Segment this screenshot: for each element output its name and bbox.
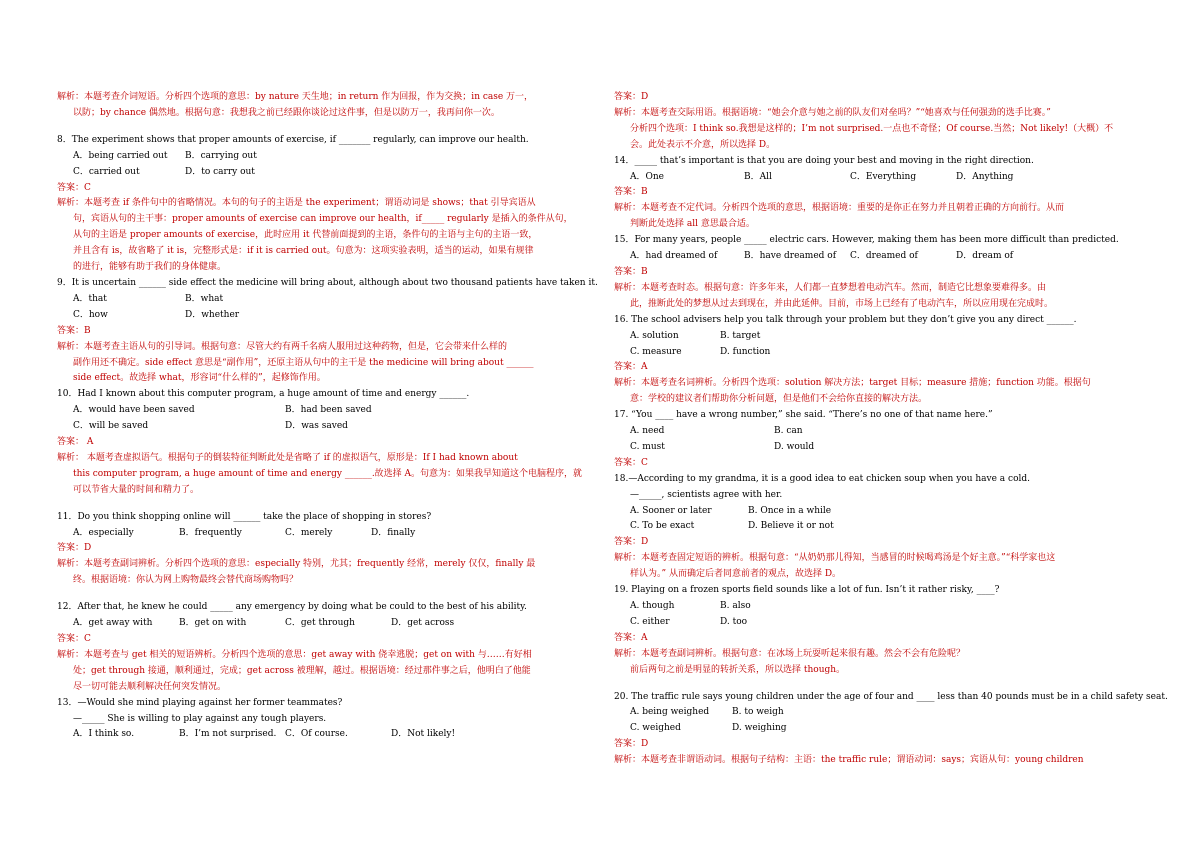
option-row bbox=[614, 424, 1142, 440]
explanation-line: this computer program, a huge amount of time and energy ______.故选择 A。句意为：如果我早知道这个电脑程序，就 bbox=[73, 468, 583, 479]
explanation-line: 样认为。” 从而确定后者同意前者的观点，故选择 D。 bbox=[630, 569, 842, 580]
option: D．finally bbox=[371, 527, 416, 538]
option: D. too bbox=[720, 616, 748, 627]
option: C．will be saved bbox=[73, 421, 149, 432]
answer-line: 答案：D bbox=[614, 537, 649, 548]
option: A．One bbox=[630, 171, 665, 182]
option-row bbox=[614, 519, 1142, 535]
option: A．I think so. bbox=[73, 729, 135, 740]
option-row bbox=[614, 705, 1142, 721]
explanation bbox=[614, 647, 1142, 679]
option: A. though bbox=[630, 601, 675, 611]
explanation bbox=[614, 753, 1142, 769]
explanation-line: 终。根据语境：你认为网上购物最终会替代商场购物吗？ bbox=[73, 575, 299, 586]
option-row bbox=[614, 345, 1142, 361]
option: D．was saved bbox=[285, 421, 348, 432]
answer-line: 答案：D bbox=[614, 92, 649, 102]
option-row bbox=[57, 727, 585, 743]
option: D．Anything bbox=[956, 171, 1014, 182]
option: B. target bbox=[720, 330, 761, 341]
explanation-line: 处；get through 接通，顺利通过，完成；get across 被理解，越过。根据语境：经过那件事之后，他明白了他能 bbox=[73, 665, 531, 676]
option: C．Everything bbox=[850, 171, 917, 182]
explanation-line: 句，宾语从句的主干事：proper amounts of exercise can improve our health，if_____ regularly 是插入的条件从句， bbox=[73, 214, 573, 225]
explanation-line: 会。此处表示不介意，所以选择 D。 bbox=[630, 139, 776, 150]
spacer bbox=[57, 122, 585, 133]
answer-line: 答案：D bbox=[57, 543, 92, 554]
explanation bbox=[57, 340, 585, 388]
spacer bbox=[614, 679, 1142, 690]
option: B．carrying out bbox=[185, 150, 257, 161]
left-column bbox=[57, 90, 598, 743]
option-row bbox=[614, 249, 1142, 265]
option: C．dreamed of bbox=[850, 251, 918, 262]
answer-line: 答案： A bbox=[57, 437, 94, 448]
option: C．carried out bbox=[73, 166, 140, 177]
option: B．All bbox=[744, 171, 772, 182]
explanation-line: 尽一切可能去顺利解决任何突发情况。 bbox=[73, 681, 227, 692]
question-stem: 20. The traffic rule says young children under the age of four and ____ less than 40 pounds must be in a child safety seat. bbox=[614, 691, 1168, 702]
explanation-line: 解析：本题考查介词短语。分析四个选项的意思：by nature 天生地；in return 作为回报，作为交换；in case 万一， bbox=[57, 92, 534, 102]
question-stem: 10．Had I known about this computer program, a huge amount of time and energy ______. bbox=[57, 389, 470, 400]
explanation-line: 解析：本题考查副词辨析。分析四个选项的意思：especially 特别，尤其；frequently 经常，merely 仅仅，finally 最 bbox=[57, 559, 536, 570]
question-stem: 16. The school advisers help you talk through your problem but they don’t give you any direct ______. bbox=[614, 314, 1077, 325]
option-row bbox=[57, 308, 585, 324]
option: A．had dreamed of bbox=[630, 251, 718, 262]
option-row bbox=[614, 504, 1142, 520]
question-stem: 17. “You ____ have a wrong number,” she said. “There’s no one of that name here.” bbox=[614, 410, 993, 421]
option: A．that bbox=[73, 293, 107, 304]
option: D．to carry out bbox=[185, 166, 255, 177]
option: D．whether bbox=[185, 309, 240, 320]
option: A. Sooner or later bbox=[630, 505, 712, 516]
option: A．especially bbox=[73, 527, 134, 538]
explanation bbox=[614, 106, 1142, 154]
option: B. can bbox=[774, 426, 803, 437]
option: C．Of course. bbox=[285, 729, 348, 740]
option: A．would have been saved bbox=[73, 405, 195, 416]
option: C. either bbox=[630, 616, 670, 627]
explanation bbox=[614, 281, 1142, 313]
option: C．how bbox=[73, 309, 108, 320]
explanation-line: 解析： 本题考查虚拟语气。根据句子的倒装特征判断此处是省略了 if 的虚拟语气，原形是：If I had known about bbox=[57, 452, 518, 463]
explanation-line: 前后两句之前是明显的转折关系，所以选择 though。 bbox=[630, 664, 846, 675]
option-row bbox=[614, 170, 1142, 186]
question-stem: 12．After that, he knew he could _____ any emergency by doing what be could to the best of his ability. bbox=[57, 602, 527, 613]
option: D. would bbox=[774, 441, 815, 452]
question-stem: 8．The experiment shows that proper amounts of exercise, if _______ regularly, can improve our health. bbox=[57, 134, 529, 145]
answer-line: 答案：D bbox=[614, 739, 649, 750]
option-row bbox=[614, 599, 1142, 615]
answer-line: 答案：C bbox=[614, 457, 648, 468]
spacer bbox=[57, 499, 585, 510]
explanation-line: 分析四个选项：I think so.我想是这样的；I’m not surprised.一点也不奇怪；Of course.当然；Not likely!（大概）不 bbox=[630, 123, 1114, 134]
option-row bbox=[614, 721, 1142, 737]
option: C．merely bbox=[285, 527, 333, 538]
explanation-line: 解析：本题考查固定短语的辨析。根据句意：“从奶奶那儿得知，当感冒的时候喝鸡汤是个好主意。”“科学家也这 bbox=[614, 553, 1056, 564]
option: B. also bbox=[720, 601, 751, 611]
option: D. Believe it or not bbox=[748, 521, 834, 532]
answer-line: 答案：A bbox=[614, 362, 648, 373]
option: A. being weighed bbox=[630, 707, 710, 718]
option: A. need bbox=[630, 426, 665, 437]
answer-line: 答案：B bbox=[614, 187, 648, 198]
option: B．what bbox=[185, 293, 224, 304]
option: C. must bbox=[630, 441, 665, 452]
explanation-line: 副作用还不确定。side effect 意思是“副作用”，还原主语从句中的主干是 the medicine will bring about ______ bbox=[73, 357, 534, 368]
answer-line: 答案：B bbox=[57, 325, 91, 336]
explanation bbox=[614, 201, 1142, 233]
question-stem: 18.—According to my grandma, it is a good idea to eat chicken soup when you have a cold. bbox=[614, 473, 1030, 484]
option: B．frequently bbox=[179, 527, 242, 538]
right-column bbox=[614, 90, 1168, 769]
explanation bbox=[57, 90, 585, 122]
option: C. weighed bbox=[630, 723, 681, 734]
question-stem: 14．_____ that’s important is that you are doing your best and moving in the right direction. bbox=[614, 155, 1034, 166]
explanation-line: 解析：本题考查交际用语。根据语境：“她会介意与她之前的队友们对垒吗？”“她喜欢与任何强劲的选手比赛。” bbox=[614, 107, 1051, 118]
option: D．dream of bbox=[956, 251, 1014, 262]
option: C. measure bbox=[630, 346, 682, 357]
explanation-line: 的进行，能够有助于我们的身体健康。 bbox=[73, 262, 227, 273]
option: A．get away with bbox=[73, 618, 153, 629]
option-row bbox=[614, 615, 1142, 631]
option: B．I’m not surprised. bbox=[179, 729, 277, 740]
spacer bbox=[57, 589, 585, 600]
option: A. solution bbox=[630, 330, 679, 341]
option: D．Not likely! bbox=[391, 729, 456, 740]
question-reply: —_____ She is willing to play against any tough players. bbox=[73, 713, 327, 724]
option-row bbox=[57, 165, 585, 181]
explanation-line: 意：学校的建议者们帮助你分析问题，但是他们不会给你直接的解决方法。 bbox=[630, 394, 928, 405]
explanation-line: side effect。故选择 what，形容词“什么样的”，起修饰作用。 bbox=[73, 373, 326, 384]
explanation-line: 此，推断此处的梦想从过去到现在，并由此延伸。目前，市场上已经有了电动汽车，所以应用现在完成时。 bbox=[630, 298, 1054, 309]
explanation-line: 解析：本题考查副词辨析。根据句意：在冰场上玩耍听起来很有趣。然会不会有危险呢？ bbox=[614, 648, 966, 659]
answer-line: 答案：B bbox=[614, 266, 648, 277]
question-stem: 9．It is uncertain ______ side effect the medicine will bring about, although about two thousand patients have taken it. bbox=[57, 277, 598, 288]
explanation bbox=[614, 551, 1142, 583]
option-row bbox=[57, 149, 585, 165]
explanation bbox=[57, 451, 585, 499]
question-reply: —_____, scientists agree with her. bbox=[630, 489, 783, 500]
option-row bbox=[57, 419, 585, 435]
option-row bbox=[57, 616, 585, 632]
option: B. to weigh bbox=[732, 707, 784, 718]
explanation-line: 解析：本题考查名词辨析。分析四个选项：solution 解决方法；target 目标；measure 措施；function 功能。根据句 bbox=[614, 378, 1091, 389]
explanation-line: 判断此处选择 all 意思最合适。 bbox=[630, 219, 755, 230]
explanation-line: 可以节省大量的时间和精力了。 bbox=[73, 484, 200, 495]
answer-line: 答案：A bbox=[614, 632, 648, 643]
option-row bbox=[57, 292, 585, 308]
option: C. To be exact bbox=[630, 521, 695, 532]
explanation-line: 解析：本题考查不定代词。分析四个选项的意思，根据语境：重要的是你正在努力并且朝着正确的方向前行。从而 bbox=[614, 203, 1065, 214]
option-row bbox=[614, 329, 1142, 345]
question-stem: 19. Playing on a frozen sports field sounds like a lot of fun. Isn’t it rather risky, ____? bbox=[614, 585, 1000, 596]
explanation bbox=[57, 648, 585, 696]
question-stem: 15．For many years, people _____ electric cars. However, making them has been more difficult than predicted. bbox=[614, 235, 1119, 246]
option-row bbox=[57, 403, 585, 419]
option: C．get through bbox=[285, 618, 355, 629]
question-stem: 11．Do you think shopping online will ______ take the place of shopping in stores? bbox=[57, 511, 432, 522]
explanation-line: 解析：本题考查与 get 相关的短语辨析。分析四个选项的意思：get away with 侥幸逃脱；get on with 与……有好相 bbox=[57, 649, 532, 660]
option: B．have dreamed of bbox=[744, 251, 837, 262]
explanation bbox=[57, 196, 585, 276]
explanation-line: 从句的主语是 proper amounts of exercise，此时应用 it 代替前面提到的主语，条件句的主语与主句的主语一致， bbox=[73, 230, 538, 241]
answer-line: 答案：C bbox=[57, 634, 91, 644]
option-row bbox=[57, 526, 585, 542]
option: B．had been saved bbox=[285, 405, 372, 416]
explanation-line: 并且含有 is，故省略了 it is，完整形式是：if it is carried out。句意为：这项实验表明，适当的运动，如果有规律 bbox=[73, 246, 534, 257]
option: B. Once in a while bbox=[748, 505, 832, 516]
explanation bbox=[57, 557, 585, 589]
explanation-line: 以防；by chance 偶然地。根据句意：我想我之前已经跟你谈论过这件事，但是以防万一，我再问你一次。 bbox=[73, 107, 500, 118]
explanation-line: 解析：本题考查时态。根据句意：许多年来，人们都一直梦想着电动汽车。然而，制造它比想象要难得多。由 bbox=[614, 282, 1047, 293]
explanation-line: 解析：本题考查 if 条件句中的省略情况。本句的句子的主语是 the experiment；谓语动词是 shows；that 引导宾语从 bbox=[57, 198, 536, 209]
explanation-line: 解析：本题考查非谓语动词。根据句子结构：主语：the traffic rule；谓语动词：says；宾语从句：young children bbox=[614, 755, 1084, 766]
option: D. function bbox=[720, 346, 771, 357]
option: D．get across bbox=[391, 618, 455, 629]
option: A．being carried out bbox=[73, 150, 168, 161]
explanation bbox=[614, 376, 1142, 408]
explanation-line: 解析：本题考查主语从句的引导词。根据句意：尽管大约有两千名病人服用过这种药物，但是，它会带来什么样的 bbox=[57, 341, 508, 352]
option: B．get on with bbox=[179, 618, 247, 629]
option: D. weighing bbox=[732, 723, 787, 734]
answer-line: 答案：C bbox=[57, 182, 91, 193]
question-stem: 13．—Would she mind playing against her former teammates? bbox=[57, 697, 343, 708]
option-row bbox=[614, 440, 1142, 456]
